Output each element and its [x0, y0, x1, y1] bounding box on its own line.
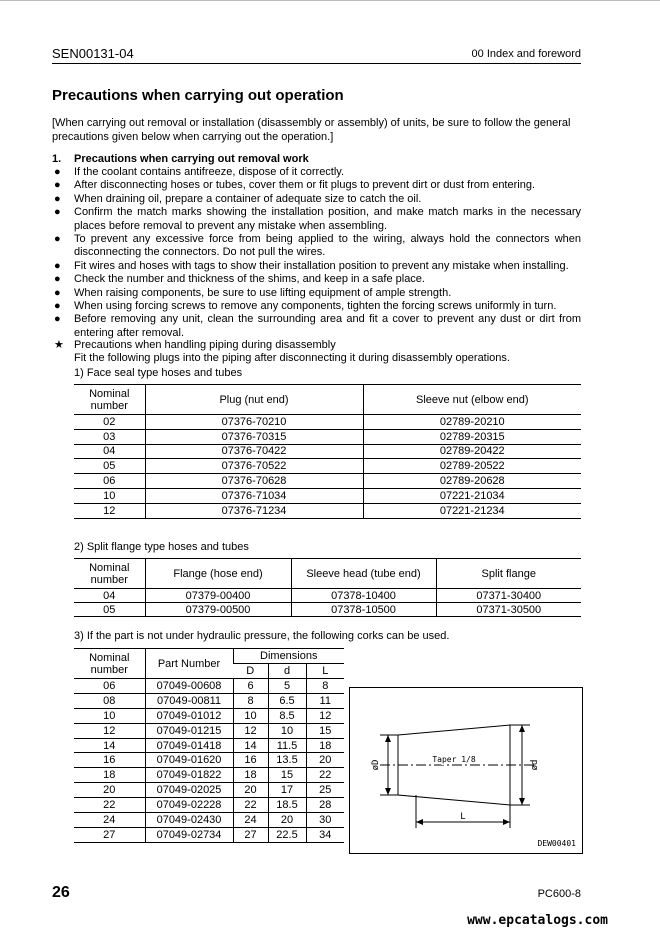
bullet-icon: ● — [54, 166, 61, 178]
table-cell: 07379-00500 — [145, 603, 291, 617]
table-cell: 17 — [268, 783, 306, 798]
col-header: L — [306, 664, 344, 679]
table-cell: 07049-00811 — [145, 693, 233, 708]
list-item-text: When draining oil, prepare a container of adequate size to catch the oil. — [74, 192, 422, 205]
table-row — [74, 693, 344, 708]
bullet-icon: ● — [54, 273, 61, 286]
table-cell: 30 — [306, 813, 344, 828]
list-item — [52, 287, 581, 300]
table-cell: 07049-02430 — [145, 813, 233, 828]
list-item-text: Check the number and thickness of the shims, and keep in a safe place. — [74, 273, 425, 286]
table-cell: 18 — [103, 769, 116, 782]
table-cell: 04 — [103, 589, 116, 602]
figure-code: DEW00401 — [537, 839, 576, 848]
star-line-1: Precautions when handling piping during disassembly — [74, 339, 336, 351]
table-row — [74, 679, 344, 694]
table-cell: 6 — [233, 679, 268, 694]
table-cell: 04 — [103, 445, 116, 458]
table-cell: 24 — [103, 813, 116, 826]
table-row — [74, 738, 344, 753]
table-cell: 07049-02025 — [145, 783, 233, 798]
table-cell: 07376-70210 — [145, 415, 363, 430]
col-header: Nominal number — [74, 559, 145, 589]
table-cell: 18.5 — [268, 798, 306, 813]
col-header: Plug (nut end) — [145, 385, 363, 415]
table-row — [74, 783, 344, 798]
table-cell: 11 — [306, 693, 344, 708]
table-cell: 07049-01012 — [145, 708, 233, 723]
section-title: Precautions when carrying out removal work — [74, 153, 309, 165]
list-item — [52, 233, 581, 260]
table-cell: 07378-10500 — [291, 603, 436, 617]
table-cell: 10 — [233, 708, 268, 723]
label-L: L — [460, 812, 466, 822]
table-cell: 07376-70522 — [145, 459, 363, 474]
table-cell: 20 — [268, 813, 306, 828]
model-name: PC600-8 — [537, 888, 581, 900]
cork-diagram — [349, 687, 583, 854]
table-cell: 13.5 — [268, 753, 306, 768]
table-cell: 25 — [306, 783, 344, 798]
table-row — [74, 459, 581, 474]
table2-caption: 2) Split flange type hoses and tubes — [74, 541, 249, 553]
col-header: Flange (hose end) — [145, 559, 291, 589]
table-cell: 07049-02734 — [145, 827, 233, 842]
table-row — [74, 723, 344, 738]
table-cell: 11.5 — [268, 738, 306, 753]
table-cell: 5 — [268, 679, 306, 694]
cork-drawing — [350, 688, 582, 853]
table-cell: 10 — [103, 709, 116, 722]
list-item — [52, 260, 581, 273]
table-cell: 20 — [233, 783, 268, 798]
table-cell: 18 — [306, 738, 344, 753]
table-cell: 07221-21034 — [363, 488, 581, 503]
table-cell: 07376-70628 — [145, 474, 363, 489]
table-cell: 8.5 — [268, 708, 306, 723]
col-header: Split flange — [436, 559, 581, 589]
bullet-icon: ● — [54, 192, 61, 205]
list-item — [52, 166, 581, 179]
table-cell: 10 — [268, 723, 306, 738]
table-cell: 02789-20315 — [363, 429, 581, 444]
table-cell: 27 — [103, 828, 116, 841]
table-row — [74, 708, 344, 723]
table-cell: 28 — [306, 798, 344, 813]
table-cell: 07376-70315 — [145, 429, 363, 444]
bullet-icon: ● — [54, 300, 61, 313]
table-row — [74, 603, 581, 617]
table-cell: 05 — [103, 460, 116, 473]
table-cell: 07371-30400 — [436, 589, 581, 603]
table-cell: 07049-01215 — [145, 723, 233, 738]
table-row — [74, 503, 581, 518]
list-item-text: To prevent any excessive force from being applied to the wiring, always hold the connectors when disconnecting the connectors. Do not pull the wires. — [74, 233, 581, 259]
table-cell: 07378-10400 — [291, 589, 436, 603]
table-cell: 20 — [306, 753, 344, 768]
table-row — [74, 753, 344, 768]
table-cell: 18 — [233, 768, 268, 783]
col-header: D — [246, 665, 255, 677]
table-row — [74, 827, 344, 842]
table-cell: 07376-71034 — [145, 488, 363, 503]
bullet-icon: ● — [54, 286, 61, 299]
col-header: Nominal number — [74, 385, 145, 415]
table-face-seal — [74, 384, 581, 519]
page-title: Precautions when carrying out operation — [52, 87, 344, 104]
list-item-text: After disconnecting hoses or tubes, cover them or fit plugs to prevent dirt or dust from entering. — [74, 179, 536, 192]
bullet-icon: ● — [54, 179, 61, 192]
table3-caption: 3) If the part is not under hydraulic pressure, the following corks can be used. — [74, 630, 450, 642]
table-cell: 02789-20628 — [363, 474, 581, 489]
table-row — [74, 474, 581, 489]
label-taper: Taper 1/8 — [432, 755, 476, 764]
col-header: Sleeve nut (elbow end) — [363, 385, 581, 415]
label-d: ød — [530, 759, 540, 771]
table-cell: 07376-71234 — [145, 503, 363, 518]
table-cell: 07376-70422 — [145, 444, 363, 459]
table-row — [74, 429, 581, 444]
col-header: Part Number — [145, 649, 233, 679]
header-rule — [52, 63, 581, 64]
table-cell: 27 — [233, 827, 268, 842]
doc-code: SEN00131-04 — [52, 46, 134, 61]
list-item-text: Before removing any unit, clean the surrounding area and fit a cover to prevent any dust or dirt from entering after removal. — [74, 313, 581, 339]
list-item — [52, 300, 581, 313]
table-cell: 14 — [103, 739, 116, 752]
table-cell: 15 — [306, 723, 344, 738]
list-item-text: Fit wires and hoses with tags to show their installation position to prevent any mistake when installing. — [74, 259, 569, 272]
bullet-icon: ● — [54, 259, 61, 272]
table-cell: 05 — [103, 603, 116, 616]
watermark: www.epcatalogs.com — [467, 913, 608, 928]
col-header: d — [268, 664, 306, 679]
table-cell: 12 — [103, 504, 116, 517]
table-row — [74, 415, 581, 430]
table-row — [74, 798, 344, 813]
table-cell: 06 — [103, 679, 116, 692]
table-cell: 24 — [233, 813, 268, 828]
col-header: Dimensions — [233, 649, 344, 664]
table-cell: 12 — [233, 723, 268, 738]
bullet-icon: ● — [54, 313, 61, 326]
table-row — [74, 768, 344, 783]
list-item — [52, 206, 581, 233]
list-item — [52, 179, 581, 192]
table-cell: 22.5 — [268, 827, 306, 842]
section-number: 1. — [52, 153, 62, 165]
table-cell: 8 — [306, 679, 344, 694]
list-item-text: Confirm the match marks showing the installation position, and make match marks in the necessary places before removal to prevent any mistake when assembling. — [74, 206, 581, 232]
star-note — [52, 339, 581, 366]
table-cell: 07049-01620 — [145, 753, 233, 768]
table-cell: 6.5 — [268, 693, 306, 708]
col-header: Nominal number — [74, 649, 145, 679]
table-row — [74, 488, 581, 503]
list-item — [52, 193, 581, 206]
label-D: øD — [371, 759, 381, 771]
star-icon: ★ — [54, 339, 64, 351]
page-number: 26 — [52, 884, 70, 901]
table-cell: 12 — [103, 724, 116, 737]
table-cell: 07049-00608 — [145, 679, 233, 694]
table-row — [74, 813, 344, 828]
table-cell: 12 — [306, 708, 344, 723]
table-cell: 15 — [268, 768, 306, 783]
table-cell: 07049-02228 — [145, 798, 233, 813]
table-cell: 34 — [306, 827, 344, 842]
table-split-flange — [74, 558, 581, 617]
intro-paragraph: [When carrying out removal or installation (disassembly or assembly) of units, be sure to follow the general precautions given below when carrying out the operation.] — [52, 117, 571, 143]
table-corks — [74, 648, 344, 843]
table-cell: 14 — [233, 738, 268, 753]
table-cell: 20 — [103, 784, 116, 797]
table1-caption: 1) Face seal type hoses and tubes — [74, 367, 243, 379]
table-cell: 02789-20422 — [363, 444, 581, 459]
bullet-icon: ● — [54, 206, 61, 219]
table-cell: 10 — [103, 489, 116, 502]
section-heading — [52, 153, 309, 165]
table-row — [74, 589, 581, 603]
bullet-icon: ● — [54, 233, 61, 246]
list-item — [52, 313, 581, 340]
list-item-text: When using forcing screws to remove any components, tighten the forcing screws uniformly in turn. — [74, 300, 557, 313]
table-cell: 16 — [103, 754, 116, 767]
col-header: Sleeve head (tube end) — [291, 559, 436, 589]
table-cell: 02789-20210 — [363, 415, 581, 430]
list-item-text: When raising components, be sure to use lifting equipment of ample strength. — [74, 286, 452, 299]
table-cell: 22 — [306, 768, 344, 783]
table-cell: 8 — [233, 693, 268, 708]
list-item-text: If the coolant contains antifreeze, dispose of it correctly. — [74, 166, 345, 178]
table-cell: 08 — [103, 694, 116, 707]
table-cell: 22 — [103, 799, 116, 812]
table-cell: 07221-21234 — [363, 503, 581, 518]
section-name: 00 Index and foreword — [471, 48, 581, 60]
top-border — [0, 0, 660, 1]
table-cell: 07049-01822 — [145, 768, 233, 783]
table-row — [74, 444, 581, 459]
table-cell: 07379-00400 — [145, 589, 291, 603]
list-item — [52, 273, 581, 286]
star-line-2: Fit the following plugs into the piping after disconnecting it during disassembly operations. — [74, 352, 510, 365]
table-cell: 03 — [103, 430, 116, 443]
table-cell: 07371-30500 — [436, 603, 581, 617]
table-cell: 02789-20522 — [363, 459, 581, 474]
precautions-list — [52, 166, 581, 340]
table-cell: 02 — [103, 415, 116, 428]
table-cell: 16 — [233, 753, 268, 768]
table-cell: 22 — [233, 798, 268, 813]
table-cell: 06 — [103, 475, 116, 488]
table-cell: 07049-01418 — [145, 738, 233, 753]
